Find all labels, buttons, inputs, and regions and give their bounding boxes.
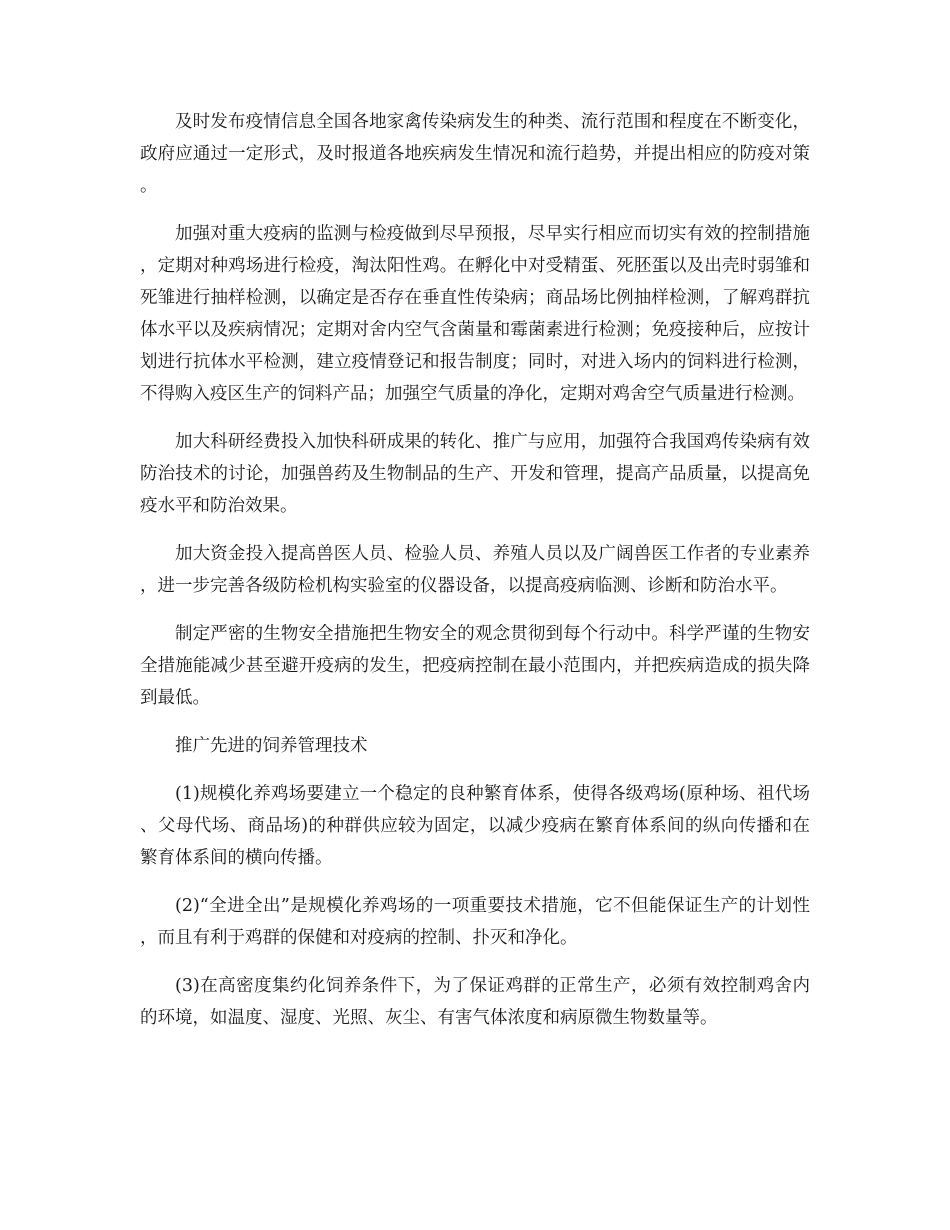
paragraph-research-funding: 加大科研经费投入加快科研成果的转化、推广与应用，加强符合我国鸡传染病有效防治技术的讨论，加强兽药及生物制品的生产、开发和管理，提高产品质量，以提高免疫水平和防治效果。 — [140, 432, 810, 516]
paragraph-item-1: (1)规模化养鸡场要建立一个稳定的良种繁育体系，使得各级鸡场(原种场、祖代场、父母代场、商品场)的种群供应较为固定，以减少疫病在繁育体系间的纵向传播和在繁育体系间的横向传播。 — [140, 784, 810, 868]
paragraph-monitoring-quarantine: 加强对重大疫病的监测与检疫做到尽早预报，尽早实行相应而切实有效的控制措施，定期对种鸡场进行检疫，淘汰阳性鸡。在孵化中对受精蛋、死胚蛋以及出壳时弱雏和死雏进行抽样检测，以确定是否存在垂直性传染病；商品场比例抽样检测，了解鸡群抗体水平以及疾病情况；定期对舍内空气含菌量和霉菌素进行检测；免疫接种后，应按计划进行抗体水平检测，建立疫情登记和报告制度；同时，对进入场内的饲料进行检测，不得购入疫区生产的饲料产品；加强空气质量的净化，定期对鸡舍空气质量进行检测。 — [140, 224, 810, 404]
paragraph-capital-investment: 加大资金投入提高兽医人员、检验人员、养殖人员以及广阔兽医工作者的专业素养，进一步完善各级防检机构实验室的仪器设备，以提高疫病临测、诊断和防治水平。 — [140, 544, 810, 596]
paragraph-biosecurity: 制定严密的生物安全措施把生物安全的观念贯彻到每个行动中。科学严谨的生物安全措施能减少甚至避开疫病的发生，把疫病控制在最小范围内，并把疾病造成的损失降到最低。 — [140, 624, 810, 708]
paragraph-epidemic-info: 及时发布疫情信息全国各地家禽传染病发生的种类、流行范围和程度在不断变化，政府应通过一定形式，及时报道各地疾病发生情况和流行趋势，并提出相应的防疫对策。 — [140, 112, 810, 196]
paragraph-item-2: (2)“全进全出”是规模化养鸡场的一项重要技术措施，它不但能保证生产的计划性，而且有利于鸡群的保健和对疫病的控制、扑灭和净化。 — [140, 896, 810, 948]
document-body — [140, 106, 810, 1034]
paragraph-item-3: (3)在高密度集约化饲养条件下，为了保证鸡群的正常生产，必须有效控制鸡舍内的环境，如温度、湿度、光照、灰尘、有害气体浓度和病原微生物数量等。 — [140, 976, 810, 1028]
paragraph-management-heading: 推广先进的饲养管理技术 — [175, 736, 368, 756]
